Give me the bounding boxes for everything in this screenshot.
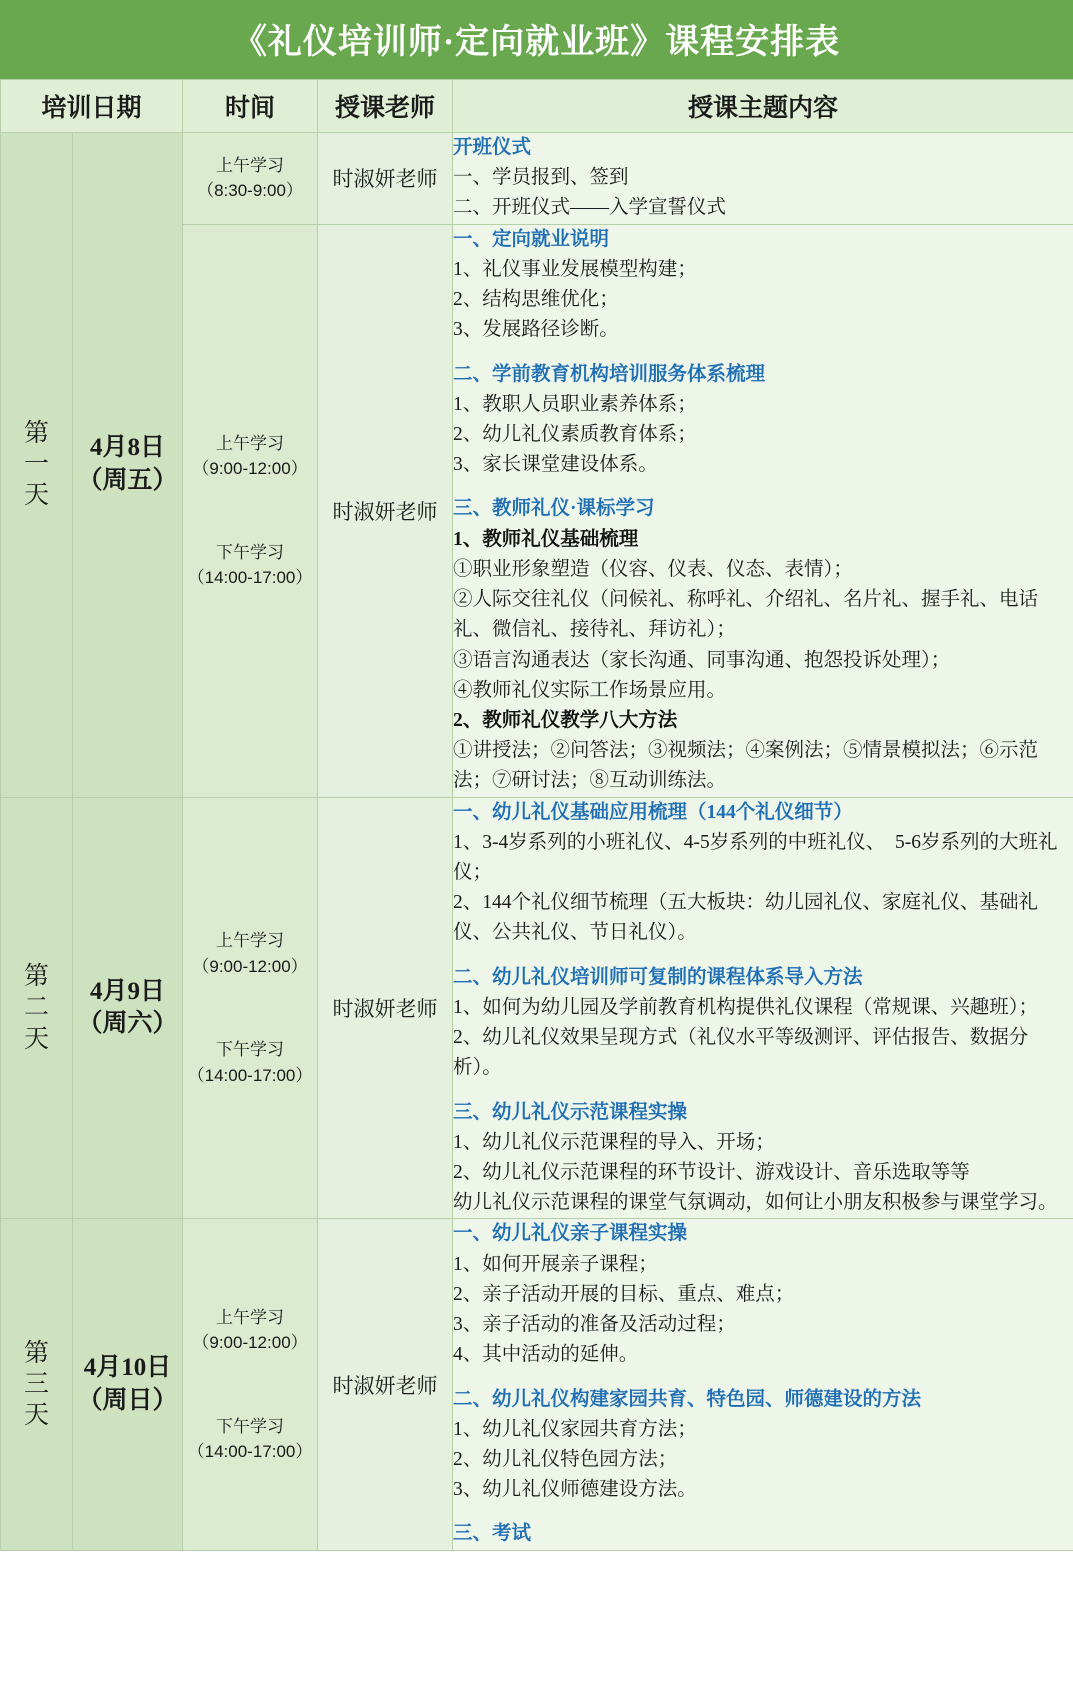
content-line: 二、开班仪式——入学宣誓仪式 <box>453 197 727 219</box>
column-header-teacher: 授课老师 <box>318 80 453 133</box>
table-row <box>1 133 1073 225</box>
schedule-body <box>1 133 1073 1551</box>
content-heading: 开班仪式 <box>453 137 532 158</box>
content-line: 2、幼儿礼仪特色园方法； <box>453 1448 678 1470</box>
date-label: 4月8日 （周五） <box>73 133 183 798</box>
page-title: 《礼仪培训师·定向就业班》课程安排表 <box>0 0 1073 79</box>
content-line: ①讲授法；②问答法；③视频法；④案例法；⑤情景模拟法；⑥示范法；⑦研讨法；⑧互动训练法。 <box>453 740 1039 792</box>
content-line: 3、家长课堂建设体系。 <box>453 454 658 476</box>
column-header-content: 授课主题内容 <box>453 80 1073 133</box>
table-header-row <box>1 80 1073 133</box>
teacher-name: 时淑妍老师 <box>318 133 453 225</box>
content-cell <box>453 224 1073 797</box>
day-label: 第 三 天 <box>1 1219 73 1550</box>
content-cell <box>453 797 1073 1219</box>
content-line: ①职业形象塑造（仪容、仪表、仪态、表情）； <box>453 558 853 580</box>
content-line: ④教师礼仪实际工作场景应用。 <box>453 679 727 701</box>
content-heading: 二、学前教育机构培训服务体系梳理 <box>453 363 766 385</box>
content-heading: 二、幼儿礼仪构建家园共育、特色园、师德建设的方法 <box>453 1388 922 1410</box>
content-line: 1、如何开展亲子课程； <box>453 1253 658 1275</box>
day-label: 第 二 天 <box>1 797 73 1219</box>
content-line: 2、亲子活动开展的目标、重点、难点； <box>453 1283 795 1305</box>
content-heading: 三、考试 <box>453 1523 532 1545</box>
time-cell: 上午学习 （9:00-12:00） 下午学习 （14:00-17:00） <box>183 1219 318 1550</box>
content-heading: 一、幼儿礼仪基础应用梳理（144个礼仪细节） <box>453 801 853 823</box>
content-line: 2、幼儿礼仪素质教育体系； <box>453 423 697 445</box>
column-header-time: 时间 <box>183 80 318 133</box>
content-line: 2、144个礼仪细节梳理（五大板块：幼儿园礼仪、家庭礼仪、基础礼仪、公共礼仪、节日礼仪）。 <box>453 892 1039 944</box>
teacher-name: 时淑妍老师 <box>318 1219 453 1550</box>
teacher-name: 时淑妍老师 <box>318 797 453 1219</box>
content-heading: 二、幼儿礼仪培训师可复制的课程体系导入方法 <box>453 966 863 988</box>
content-line: 4、其中活动的延伸。 <box>453 1344 639 1366</box>
content-heading: 一、幼儿礼仪亲子课程实操 <box>453 1223 688 1245</box>
time-cell: 上午学习 （9:00-12:00） 下午学习 （14:00-17:00） <box>183 797 318 1219</box>
content-line: 1、如何为幼儿园及学前教育机构提供礼仪课程（常规课、兴趣班）； <box>453 996 1039 1018</box>
date-label: 4月10日 （周日） <box>73 1219 183 1550</box>
content-line: 1、3-4岁系列的小班礼仪、4-5岁系列的中班礼仪、 5-6岁系列的大班礼仪； <box>453 831 1058 884</box>
content-line: 3、发展路径诊断。 <box>453 319 619 341</box>
content-line: 2、幼儿礼仪效果呈现方式（礼仪水平等级测评、评估报告、数据分析）。 <box>453 1027 1029 1079</box>
content-cell <box>453 1219 1073 1550</box>
content-line: 一、学员报到、签到 <box>453 167 629 189</box>
content-line: 1、幼儿礼仪家园共育方法； <box>453 1418 697 1440</box>
content-line: 1、幼儿礼仪示范课程的导入、开场； <box>453 1131 775 1153</box>
content-line: 1、礼仪事业发展模型构建； <box>453 258 697 280</box>
content-heading: 三、幼儿礼仪示范课程实操 <box>453 1101 688 1123</box>
schedule-table <box>0 79 1073 1551</box>
content-subheading: 2、教师礼仪教学八大方法 <box>453 709 678 731</box>
content-line: 幼儿礼仪示范课程的课堂气氛调动，如何让小朋友积极参与课堂学习。 <box>453 1192 1058 1214</box>
content-line: 2、结构思维优化； <box>453 289 619 311</box>
content-line: 1、教职人员职业素养体系； <box>453 393 697 415</box>
time-cell: 上午学习 （8:30-9:00） <box>183 133 318 225</box>
teacher-name: 时淑妍老师 <box>318 224 453 797</box>
content-line: 3、幼儿礼仪师德建设方法。 <box>453 1479 697 1501</box>
content-line: ②人际交往礼仪（问候礼、称呼礼、介绍礼、名片礼、握手礼、电话礼、微信礼、接待礼、拜访礼）； <box>453 589 1039 641</box>
day-label: 第 一 天 <box>1 133 73 798</box>
content-heading: 三、教师礼仪·课标学习 <box>453 498 655 520</box>
column-header-date: 培训日期 <box>1 80 183 133</box>
content-cell <box>453 133 1073 225</box>
time-cell: 上午学习 （9:00-12:00） 下午学习 （14:00-17:00） <box>183 224 318 797</box>
content-line: 2、幼儿礼仪示范课程的环节设计、游戏设计、音乐选取等等 <box>453 1162 970 1183</box>
content-line: 3、亲子活动的准备及活动过程； <box>453 1314 736 1336</box>
table-row <box>1 1219 1073 1550</box>
table-row <box>1 797 1073 1219</box>
date-label: 4月9日 （周六） <box>73 797 183 1219</box>
content-subheading: 1、教师礼仪基础梳理 <box>453 528 639 550</box>
content-line: ③语言沟通表达（家长沟通、同事沟通、抱怨投诉处理）； <box>453 649 951 671</box>
content-heading: 一、定向就业说明 <box>453 228 610 250</box>
